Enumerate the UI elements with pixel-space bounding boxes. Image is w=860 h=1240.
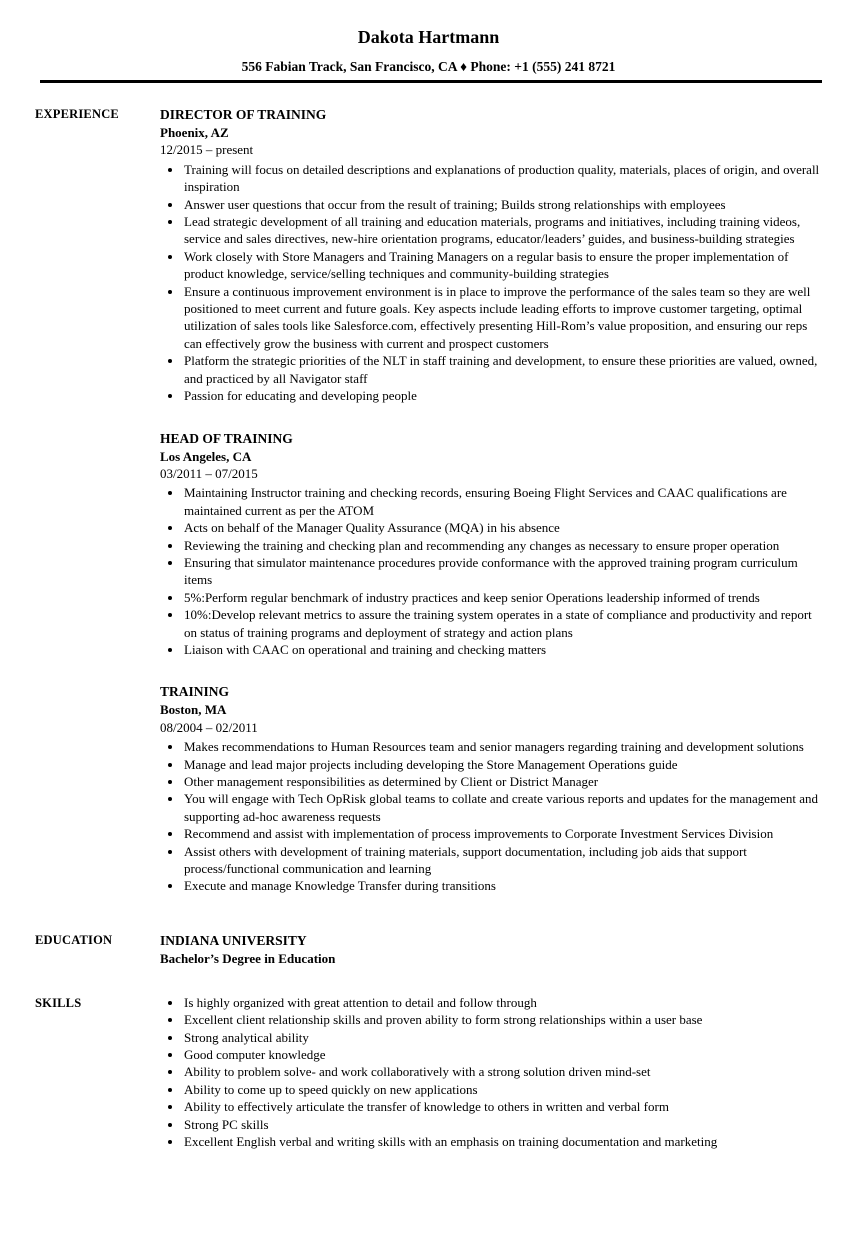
skill-bullet: • Ability to problem solve- and work collaboratively with a strong solution driven mind-set <box>183 1063 822 1080</box>
candidate-name: Dakota Hartmann <box>357 27 500 47</box>
experience-content <box>160 105 822 895</box>
experience-section <box>35 105 822 895</box>
job-bullet: • 10%:Develop relevant metrics to assure the training system operates in a state of compliance and productivity and report on status of training programs and deployment of strategy and action plans <box>183 606 822 641</box>
job-bullet: • Passion for educating and developing people <box>183 387 822 404</box>
job-bullet: • Work closely with Store Managers and Training Managers on a regular basis to ensure the proper implementation of product knowledge, service/selling techniques and community-building strategies <box>183 248 822 283</box>
education-school: INDIANA UNIVERSITY <box>160 932 307 948</box>
resume-header <box>35 26 822 83</box>
job-bullet: • Training will focus on detailed descriptions and explanations of production quality, materials, places of origin, and overall inspiration <box>183 161 822 196</box>
job-bullet-list <box>160 161 822 405</box>
job-bullet: • Lead strategic development of all training and education materials, programs and initiatives, including training videos, service and sales directives, new-hire orientation programs, educator/leaders’ guides, and business-building strategies <box>183 213 822 248</box>
job-bullet: • You will engage with Tech OpRisk global teams to collate and create various reports and updates for the management and supporting ad-hoc awareness requests <box>183 790 822 825</box>
job-bullet: • Acts on behalf of the Manager Quality Assurance (MQA) in his absence <box>183 519 822 536</box>
job-bullet: • 5%:Perform regular benchmark of industry practices and keep senior Operations leadership informed of trends <box>183 589 822 606</box>
job-location: Boston, MA <box>160 702 227 718</box>
skill-bullet: • Ability to come up to speed quickly on new applications <box>183 1081 822 1098</box>
job-dates: 03/2011 – 07/2015 <box>160 465 258 481</box>
job-bullet: • Platform the strategic priorities of the NLT in staff training and development, to ensure these priorities are valued, owned, and practiced by all Navigator staff <box>183 352 822 387</box>
skills-bullet-list <box>160 994 822 1151</box>
job-bullet-list <box>160 484 822 658</box>
job-bullet: • Liaison with CAAC on operational and training and checking matters <box>183 641 822 658</box>
skill-bullet: • Good computer knowledge <box>183 1046 822 1063</box>
job-bullet: • Ensure a continuous improvement environment is in place to improve the performance of the sales team so they are well positioned to meet current and future goals. Key aspects include leading efforts to improve customer targeting, optimal utilization of sales tools like Salesforce.com, effectively presenting Hill-Rom’s value proposition, and ensuring our reps can effectively grow the business with current and prospect customers <box>183 283 822 353</box>
skills-content <box>160 994 822 1151</box>
skill-bullet: • Ability to effectively articulate the transfer of knowledge to others in written and verbal form <box>183 1098 822 1115</box>
job-title: HEAD OF TRAINING <box>160 430 293 446</box>
skills-section-label: SKILLS <box>35 995 82 1010</box>
job-bullet: • Reviewing the training and checking plan and recommending any changes as necessary to ensure proper operation <box>183 537 822 554</box>
resume-body <box>35 105 822 1151</box>
education-section-label: EDUCATION <box>35 932 113 947</box>
job-bullet: • Answer user questions that occur from the result of training; Builds strong relationships with employees <box>183 196 822 213</box>
job-title: TRAINING <box>160 684 230 700</box>
job-bullet-list <box>160 738 822 895</box>
job-bullet: • Manage and lead major projects including developing the Store Management Operations guide <box>183 756 822 773</box>
header-divider <box>40 80 822 83</box>
job-dates: 12/2015 – present <box>160 142 254 158</box>
skill-bullet: • Strong analytical ability <box>183 1029 822 1046</box>
skill-bullet: • Excellent client relationship skills and proven ability to form strong relationships within a user base <box>183 1011 822 1028</box>
job-bullet: • Makes recommendations to Human Resources team and senior managers regarding training and development solutions <box>183 738 822 755</box>
job-bullet: • Other management responsibilities as determined by Client or District Manager <box>183 773 822 790</box>
job-bullet: • Maintaining Instructor training and checking records, ensuring Boeing Flight Services and CAAC qualifications are maintained current as per the ATOM <box>183 484 822 519</box>
education-content <box>160 931 822 968</box>
experience-section-label: EXPERIENCE <box>35 107 119 121</box>
job-location: Phoenix, AZ <box>160 125 229 140</box>
job-entry-head-of-training <box>160 429 822 659</box>
education-section <box>35 931 822 968</box>
job-bullet: • Recommend and assist with implementation of process improvements to Corporate Investment Services Division <box>183 825 822 842</box>
job-bullet: • Execute and manage Knowledge Transfer during transitions <box>183 877 822 894</box>
job-title: DIRECTOR OF TRAINING <box>160 107 327 122</box>
skill-bullet: • Excellent English verbal and writing skills with an emphasis on training documentation and marketing <box>183 1133 822 1150</box>
job-bullet: • Assist others with development of training materials, support documentation, including job aids that support process/functional communication and learning <box>183 843 822 878</box>
contact-line: 556 Fabian Track, San Francisco, CA ♦ Phone: +1 (555) 241 8721 <box>241 59 616 74</box>
job-entry-training <box>160 682 822 894</box>
job-dates: 08/2004 – 02/2011 <box>160 719 258 735</box>
skills-section <box>35 994 822 1151</box>
job-bullet: • Ensuring that simulator maintenance procedures provide conformance with the approved training program curriculum items <box>183 554 822 589</box>
job-location: Los Angeles, CA <box>160 448 252 464</box>
skill-bullet: • Is highly organized with great attention to detail and follow through <box>183 994 822 1011</box>
education-degree: Bachelor’s Degree in Education <box>160 950 336 966</box>
skill-bullet: • Strong PC skills <box>183 1116 822 1133</box>
job-entry-director-of-training <box>160 105 822 405</box>
